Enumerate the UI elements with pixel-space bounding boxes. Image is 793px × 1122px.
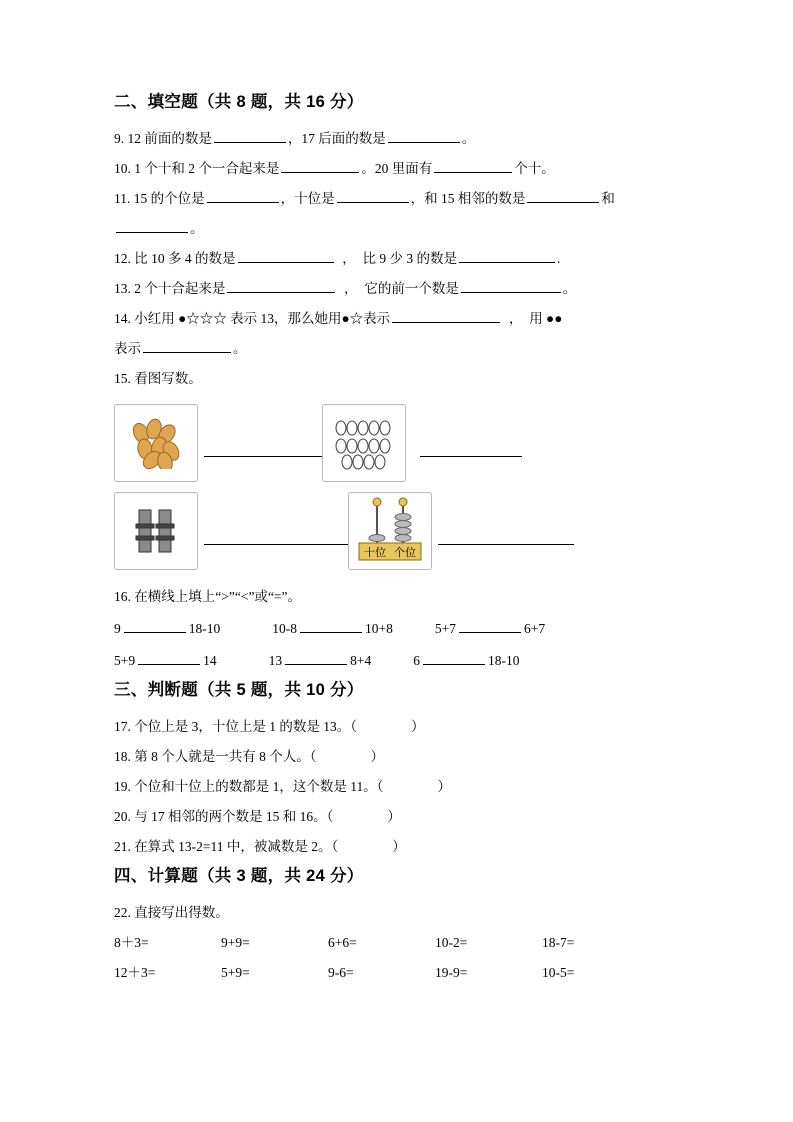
question-19 bbox=[114, 772, 680, 802]
close-paren: ） bbox=[411, 719, 425, 734]
compare-left: 5+9 bbox=[114, 653, 136, 668]
calc-row-2 bbox=[114, 958, 680, 988]
compare-item bbox=[413, 646, 519, 676]
question-10 bbox=[114, 154, 680, 184]
answer-blank[interactable] bbox=[527, 188, 599, 203]
question-14-text-e: 。 bbox=[233, 341, 247, 356]
answer-blank[interactable] bbox=[434, 158, 512, 173]
calc-item[interactable]: 12＋3= bbox=[114, 965, 156, 980]
question-12-text-d: . bbox=[557, 251, 561, 266]
calc-item[interactable]: 9+9= bbox=[221, 935, 250, 950]
compare-left: 5+7 bbox=[434, 621, 456, 636]
peanuts-picture bbox=[114, 404, 198, 482]
question-11-text-d: 和 bbox=[601, 191, 615, 206]
question-9 bbox=[114, 124, 680, 154]
calc-item[interactable]: 19-9= bbox=[435, 965, 468, 980]
question-14-text-a: 14. 小红用 ●☆☆☆ 表示 13，那么她用●☆表示 bbox=[114, 311, 391, 326]
section-heading-calculation: 四、计算题（共 3 题，共 24 分） bbox=[114, 867, 364, 885]
compare-right: 8+4 bbox=[350, 653, 372, 668]
birds-icon bbox=[333, 416, 395, 470]
calc-item[interactable]: 5+9= bbox=[221, 965, 250, 980]
answer-blank[interactable] bbox=[459, 618, 521, 633]
question-13-text-b: ， bbox=[344, 281, 358, 296]
calc-item[interactable]: 9-6= bbox=[328, 965, 354, 980]
compare-left: 10-8 bbox=[272, 621, 297, 636]
question-13-text-a: 13. 2 个十合起来是 bbox=[114, 281, 226, 296]
close-paren: ） bbox=[387, 809, 401, 824]
answer-blank[interactable] bbox=[337, 188, 409, 203]
answer-blank[interactable] bbox=[420, 455, 522, 457]
question-17-text: 17. 个位上是 3，十位上是 1 的数是 13。（ bbox=[114, 719, 357, 734]
question-12-text-b: ， bbox=[342, 251, 356, 266]
question-15: 15. 看图写数。 bbox=[114, 371, 202, 386]
compare-right: 14 bbox=[203, 653, 217, 668]
answer-blank[interactable] bbox=[116, 218, 188, 233]
picture-row-2 bbox=[114, 492, 680, 570]
worksheet-content bbox=[114, 88, 680, 988]
question-21-text: 21. 在算式 13-2=11 中，被减数是 2。（ bbox=[114, 839, 339, 854]
answer-blank[interactable] bbox=[143, 338, 231, 353]
answer-blank[interactable] bbox=[461, 278, 561, 293]
compare-item bbox=[269, 646, 372, 676]
close-paren: ） bbox=[437, 779, 451, 794]
abacus-icon bbox=[353, 496, 427, 566]
answer-blank[interactable] bbox=[392, 308, 500, 323]
question-11 bbox=[114, 184, 680, 244]
question-13-text-c: 它的前一个数是 bbox=[364, 281, 459, 296]
question-14-text-d: 表示 bbox=[114, 341, 141, 356]
compare-right: 18-10 bbox=[488, 653, 520, 668]
question-18 bbox=[114, 742, 680, 772]
compare-right: 18-10 bbox=[188, 621, 221, 636]
question-16: 16. 在横线上填上“>”“<”或“=”。 bbox=[114, 589, 302, 604]
answer-blank[interactable] bbox=[124, 618, 186, 633]
question-13 bbox=[114, 274, 680, 304]
picture-row-1 bbox=[114, 404, 680, 482]
compare-item bbox=[435, 614, 545, 644]
section-heading-fill-blank: 二、填空题（共 8 题，共 16 分） bbox=[114, 93, 364, 111]
answer-blank[interactable] bbox=[300, 618, 362, 633]
question-10-text-c: 个十。 bbox=[514, 161, 555, 176]
question-9-text-c: 。 bbox=[461, 131, 476, 146]
question-12-text-a: 12. 比 10 多 4 的数是 bbox=[114, 251, 236, 266]
compare-item bbox=[114, 614, 220, 644]
compare-left: 9 bbox=[114, 621, 121, 636]
question-19-text: 19. 个位和十位上的数都是 1，这个数是 11。（ bbox=[114, 779, 384, 794]
compare-right: 10+8 bbox=[365, 621, 393, 636]
calc-item[interactable]: 6+6= bbox=[328, 935, 357, 950]
sticks-bundle-picture bbox=[114, 492, 198, 570]
question-11-text-e: 。 bbox=[190, 221, 204, 236]
question-18-text: 18. 第 8 个人就是一共有 8 个人。（ bbox=[114, 749, 317, 764]
question-20 bbox=[114, 802, 680, 832]
answer-blank[interactable] bbox=[204, 543, 348, 545]
compare-row-1 bbox=[114, 614, 680, 644]
answer-blank[interactable] bbox=[281, 158, 359, 173]
question-10-text-b: 。20 里面有 bbox=[361, 161, 433, 176]
abacus-tens-label: 十位 bbox=[364, 547, 386, 559]
question-20-text: 20. 与 17 相邻的两个数是 15 和 16。（ bbox=[114, 809, 334, 824]
question-21 bbox=[114, 832, 680, 862]
answer-blank[interactable] bbox=[459, 248, 555, 263]
question-11-text-b: ，十位是 bbox=[280, 191, 335, 206]
question-14 bbox=[114, 304, 680, 364]
question-10-text-a: 10. 1 个十和 2 个一合起来是 bbox=[114, 161, 280, 176]
answer-blank[interactable] bbox=[138, 650, 200, 665]
sticks-icon bbox=[127, 504, 185, 558]
answer-blank[interactable] bbox=[423, 650, 485, 665]
calc-item[interactable]: 8＋3= bbox=[114, 935, 149, 950]
calc-item[interactable]: 10-5= bbox=[542, 965, 575, 980]
compare-right: 6+7 bbox=[524, 621, 546, 636]
question-9-text-a: 9. 12 前面的数是 bbox=[114, 131, 212, 146]
abacus-ones-label: 个位 bbox=[394, 547, 416, 559]
compare-item bbox=[114, 646, 217, 676]
question-11-text-a: 11. 15 的个位是 bbox=[114, 191, 205, 206]
abacus-picture bbox=[348, 492, 432, 570]
close-paren: ） bbox=[370, 749, 384, 764]
answer-blank[interactable] bbox=[388, 128, 460, 143]
answer-blank[interactable] bbox=[214, 128, 286, 143]
question-12-text-c: 比 9 少 3 的数是 bbox=[362, 251, 457, 266]
question-13-text-d: 。 bbox=[562, 281, 577, 296]
answer-blank[interactable] bbox=[204, 455, 322, 457]
question-17 bbox=[114, 712, 680, 742]
compare-row-2 bbox=[114, 646, 680, 676]
answer-blank[interactable] bbox=[285, 650, 347, 665]
question-22: 22. 直接写出得数。 bbox=[114, 905, 229, 920]
peanuts-icon bbox=[125, 417, 187, 469]
answer-blank[interactable] bbox=[227, 278, 335, 293]
answer-blank[interactable] bbox=[438, 543, 574, 545]
question-12 bbox=[114, 244, 680, 274]
compare-left: 13 bbox=[268, 653, 283, 668]
compare-left: 6 bbox=[413, 653, 420, 668]
question-9-text-b: ，17 后面的数是 bbox=[287, 131, 386, 146]
section-heading-true-false: 三、判断题（共 5 题，共 10 分） bbox=[114, 681, 364, 699]
answer-blank[interactable] bbox=[207, 188, 279, 203]
question-14-text-b: ， bbox=[508, 311, 523, 326]
question-11-text-c: ，和 15 相邻的数是 bbox=[410, 191, 526, 206]
birds-picture bbox=[322, 404, 406, 482]
calc-item[interactable]: 18-7= bbox=[542, 935, 575, 950]
close-paren: ） bbox=[392, 839, 406, 854]
answer-blank[interactable] bbox=[238, 248, 334, 263]
question-14-text-c: 用 ●● bbox=[529, 311, 563, 326]
calc-item[interactable]: 10-2= bbox=[435, 935, 468, 950]
compare-item bbox=[272, 614, 393, 644]
calc-row-1 bbox=[114, 928, 680, 958]
